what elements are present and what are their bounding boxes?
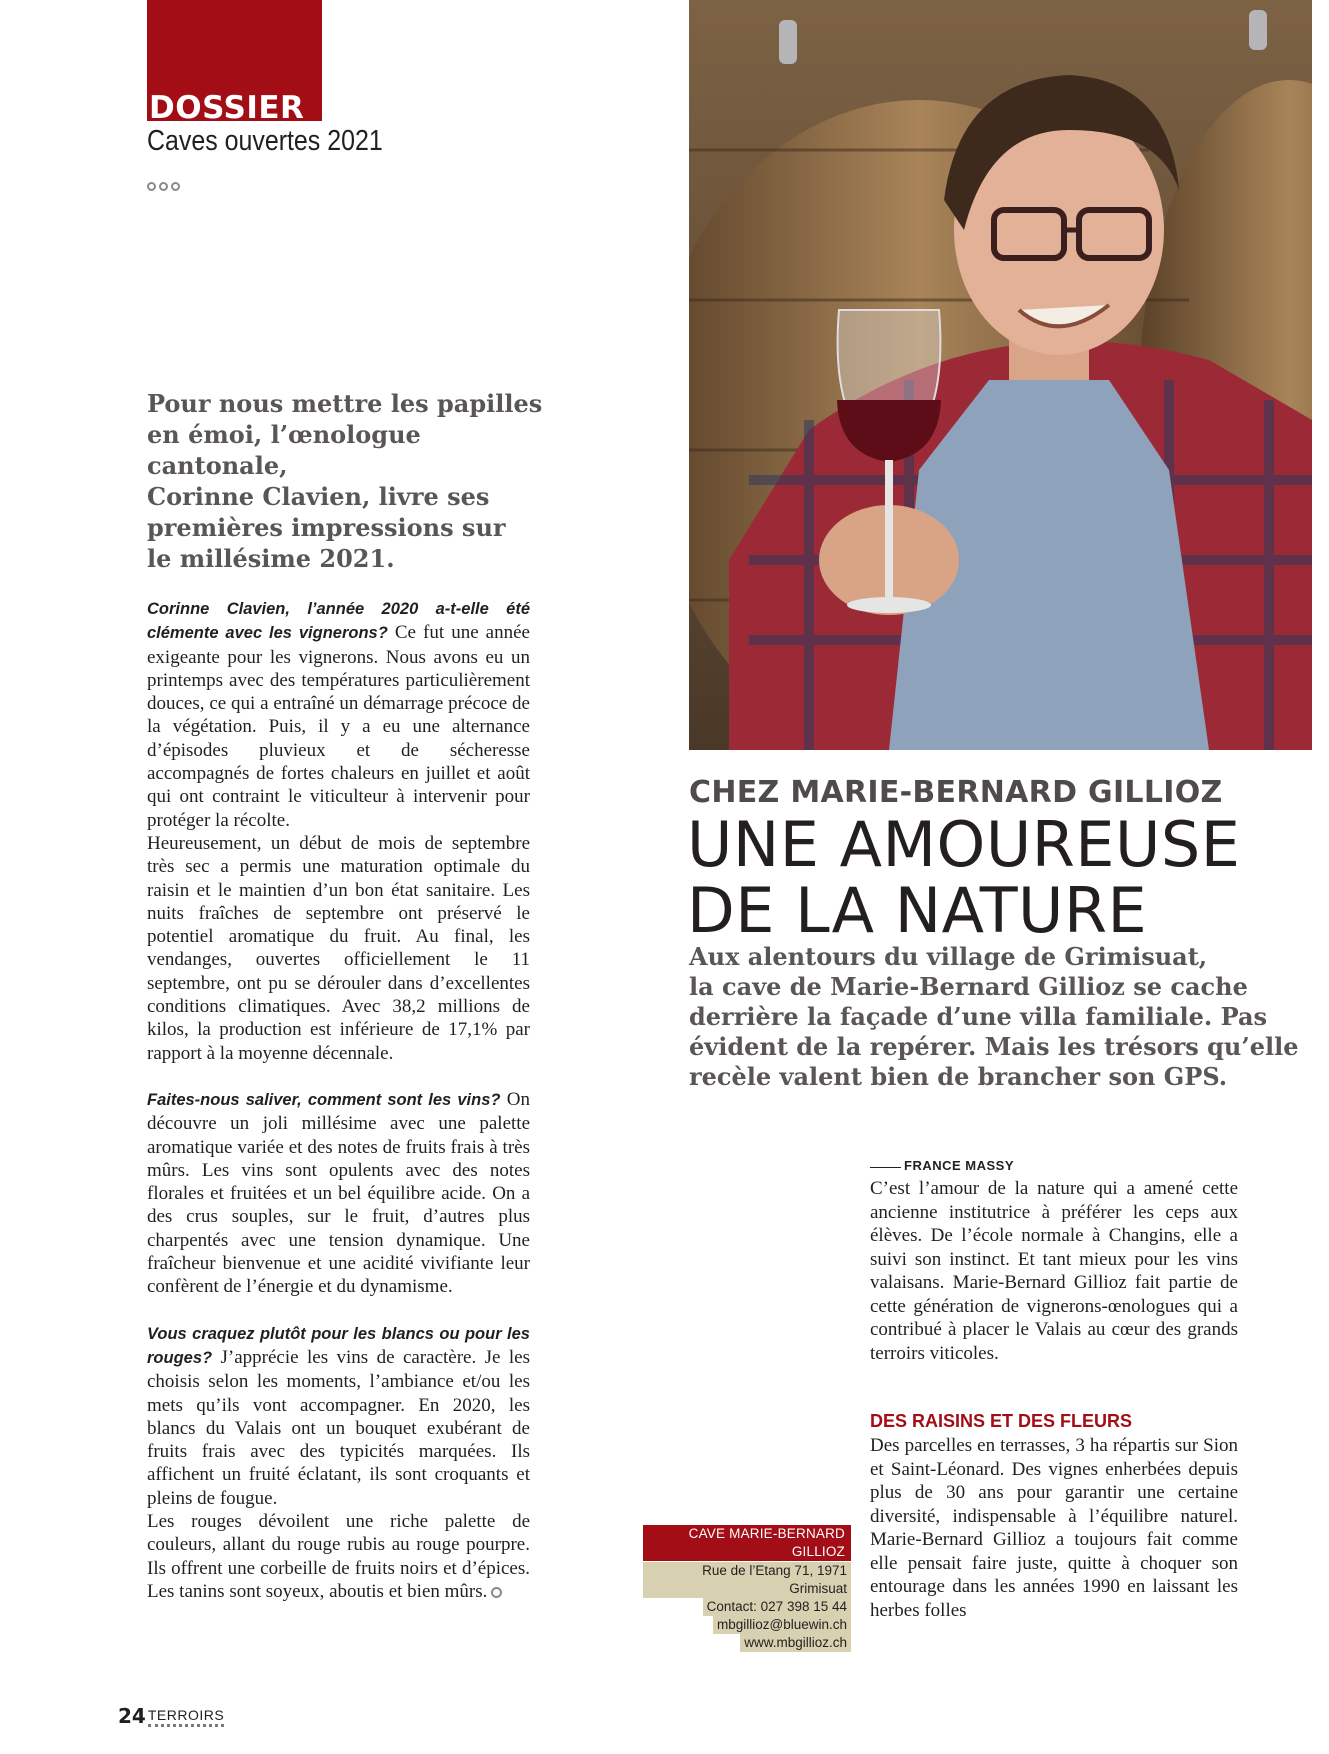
contact-website[interactable]: www.mbgillioz.ch <box>740 1634 851 1652</box>
page-footer <box>118 1705 224 1727</box>
interview-paragraph <box>147 1322 530 1510</box>
contact-name: CAVE MARIE-BERNARD GILLIOZ <box>643 1525 851 1561</box>
byline-rule <box>870 1167 901 1168</box>
interview-answer: On découvre un joli millésime avec une palette aromatique variée et des notes de fruits frais à très mûrs. Les vins sont opulents avec des notes florales et fruitées et un bel équilibre acide. On a des crus souples, sur le fruit, d’autres plus charpentés avec une tension dynamique. Une fraîcheur bienvenue et une acidité vivifiante leur confèrent de l’énergie et du dynamisme. <box>147 1088 530 1298</box>
magazine-brand: TERROIRS <box>148 1707 224 1727</box>
interview-answer: Ce fut une année exigeante pour les vignerons. Nous avons eu un printemps avec des températures particulièrement douces, ce qui a entraîné un démarrage précoce de la végétation. Puis, il y a eu une alternance d’épisodes pluvieux et de sécheresse accompagnés de fortes chaleurs en juillet et août qui ont contraint le viticulteur à intervenir pour protéger la récolte. <box>147 622 530 831</box>
article-byline: FRANCE MASSY <box>904 1158 1015 1173</box>
article-subheading: DES RAISINS ET DES FLEURS <box>870 1411 1133 1431</box>
interview-answer: Heureusement, un début de mois de septembre très sec a permis une maturation optimale du raisin et le maintien d’un bon état sanitaire. Les nuits fraîches de septembre ont préservé le potentiel aromatique du fruit. Au final, les vendanges, ouvertes officiellement le 11 septembre, ont pu se dérouler dans d’excellentes conditions climatiques. Avec 38,2 millions de kilos, la production est inférieure de 17,1% par rapport à la moyenne décennale. <box>147 832 530 1064</box>
contact-address: Rue de l’Etang 71, 1971 Grimisuat <box>643 1562 851 1598</box>
article-body-intro <box>870 1177 1238 1365</box>
article-paragraph: Des parcelles en terrasses, 3 ha répartis sur Sion et Saint-Léonard. Des vignes enherbées depuis plus de 30 ans pour garantir une certaine diversité, indispensable à l’équilibre naturel. Marie-Bernard Gillioz a toujours fait comme elle pensait faire juste, quitte à choquer son entourage dans les années 1990 en laissant les herbes folles <box>870 1435 1238 1621</box>
section-label: DOSSIER <box>149 90 305 126</box>
interview-question: Faites-nous saliver, comment sont les vins? <box>147 1090 501 1109</box>
interview-column <box>147 597 530 1603</box>
article-paragraph: C’est l’amour de la nature qui a amené cette ancienne institutrice à préférer les ceps aux élèves. De l’école normale à Changins, elle a suivi son instinct. Et tant mieux pour les vins valaisans. Marie-Bernard Gillioz fait partie de cette génération de vignerons-œnologues qui a contribué à placer le Valais au cœur des grands terroirs viticoles. <box>870 1178 1238 1364</box>
interview-question: Corinne Clavien, l’année 2020 a-t-elle été clémente avec les vignerons? <box>147 600 530 643</box>
contact-box <box>643 1525 851 1652</box>
page-number: 24 <box>118 1704 146 1728</box>
interview-paragraph <box>147 1510 530 1603</box>
article-body-section <box>870 1434 1238 1622</box>
article-deck: Aux alentours du village de Grimisuat, la cave de Marie-Bernard Gillioz se cache derrière la façade d’une villa familiale. Pas évident de la repérer. Mais les trésors qu’elle recèle valent bien de brancher son GPS. <box>689 942 1299 1091</box>
article-headline: UNE AMOUREUSE DE LA NATURE <box>687 808 1241 947</box>
interview-answer: Les rouges dévoilent une riche palette de couleurs, allant du rouge rubis au rouge pourpre. Ils offrent une corbeille de fruits noirs et d’épices. Les tanins sont soyeux, aboutis et bien mûrs. <box>147 1510 530 1602</box>
interview-answer: J’apprécie les vins de caractère. Je les choisis selon les moments, l’ambiance et/ou les mets qu’ils vont accompagner. En 2020, les blancs du Valais ont un bouquet exubérant de fruits frais avec des typicités marquées. Ils affichent un fruité éclatant, ils sont croquants et pleins de fougue. <box>147 1346 530 1509</box>
winemaker-portrait-illustration <box>689 0 1312 750</box>
portrait-photo <box>689 0 1312 750</box>
interview-lede: Pour nous mettre les papilles en émoi, l’œnologue cantonale, Corinne Clavien, livre ses premières impressions sur le millésime 2021. <box>147 389 543 573</box>
contact-phone: Contact: 027 398 15 44 <box>703 1598 851 1616</box>
contact-email[interactable]: mbgillioz@bluewin.ch <box>713 1616 851 1634</box>
article-kicker: CHEZ MARIE-BERNARD GILLIOZ <box>689 775 1223 810</box>
ornament-dots-icon <box>147 182 180 191</box>
interview-paragraph <box>147 597 530 832</box>
section-subtitle: Caves ouvertes 2021 <box>147 125 383 157</box>
interview-question: Vous craquez plutôt pour les blancs ou pour les rouges? <box>147 1324 530 1367</box>
end-of-article-icon <box>491 1587 502 1598</box>
interview-paragraph <box>147 1088 530 1299</box>
